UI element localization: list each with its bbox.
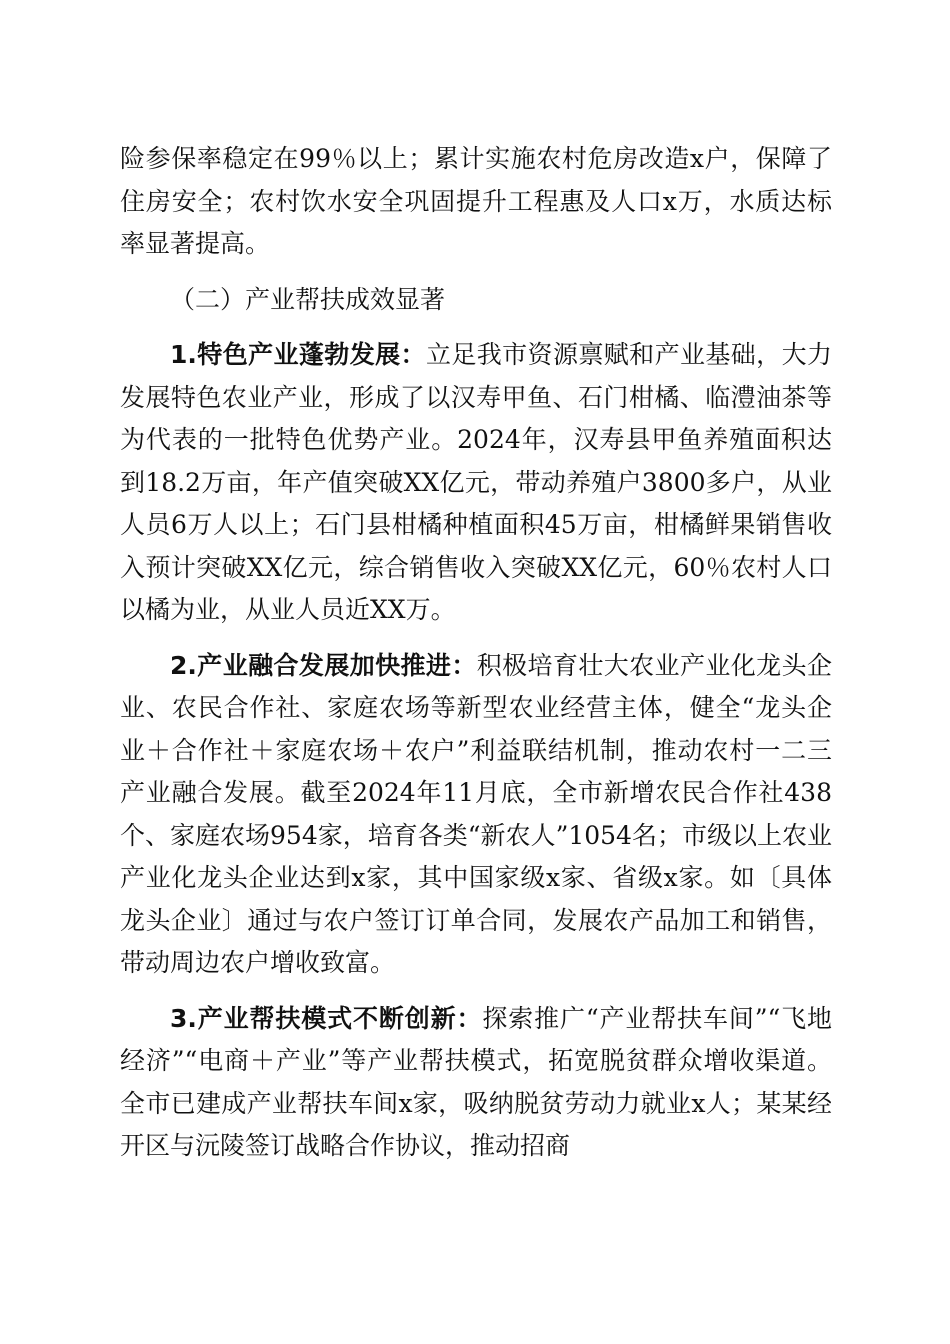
paragraph-body-1: 立足我市资源禀赋和产业基础，大力发展特色农业产业，形成了以汉寿甲鱼、石门柑橘、临澧油茶等为代表的一批特色优势产业。2024年，汉寿县甲鱼养殖面积达到18.2万亩，年产值突破XX亿元，带动养殖户3800多户，从业人员6万人以上；石门县柑橘种植面积45万亩，柑橘鲜果销售收入预计突破XX亿元，综合销售收入突破XX亿元，60％农村人口以橘为业，从业人员近XX万。	[120, 340, 832, 624]
paragraph-body-3: 探索推广“产业帮扶车间”“飞地经济”“电商＋产业”等产业帮扶模式，拓宽脱贫群众增收渠道。全市已建成产业帮扶车间x家，吸纳脱贫劳动力就业x人；某某经开区与沅陵签订战略合作协议，推动招商	[120, 1003, 832, 1160]
paragraph-item-3	[120, 998, 832, 1168]
paragraph-item-1	[120, 334, 832, 632]
paragraph-lead-2: 2.产业融合发展加快推进：	[170, 650, 477, 680]
paragraph-item-2	[120, 645, 832, 985]
document-body	[120, 138, 832, 1168]
continued-paragraph: 险参保率稳定在99％以上；累计实施农村危房改造x户，保障了住房安全；农村饮水安全巩固提升工程惠及人口x万，水质达标率显著提高。	[120, 144, 832, 258]
section-heading: （二）产业帮扶成效显著	[170, 284, 446, 314]
paragraph-body-2: 积极培育壮大农业产业化龙头企业、农民合作社、家庭农场等新型农业经营主体，健全“龙头企业＋合作社＋家庭农场＋农户”利益联结机制，推动农村一二三产业融合发展。截至2024年11月底，全市新增农民合作社438个、家庭农场954家，培育各类“新农人”1054名；市级以上农业产业化龙头企业达到x家，其中国家级x家、省级x家。如〔具体龙头企业〕通过与农户签订订单合同，发展农产品加工和销售，带动周边农户增收致富。	[120, 650, 832, 977]
paragraph-lead-1: 1.特色产业蓬勃发展：	[170, 340, 426, 369]
paragraph-lead-3: 3.产业帮扶模式不断创新：	[170, 1003, 483, 1033]
